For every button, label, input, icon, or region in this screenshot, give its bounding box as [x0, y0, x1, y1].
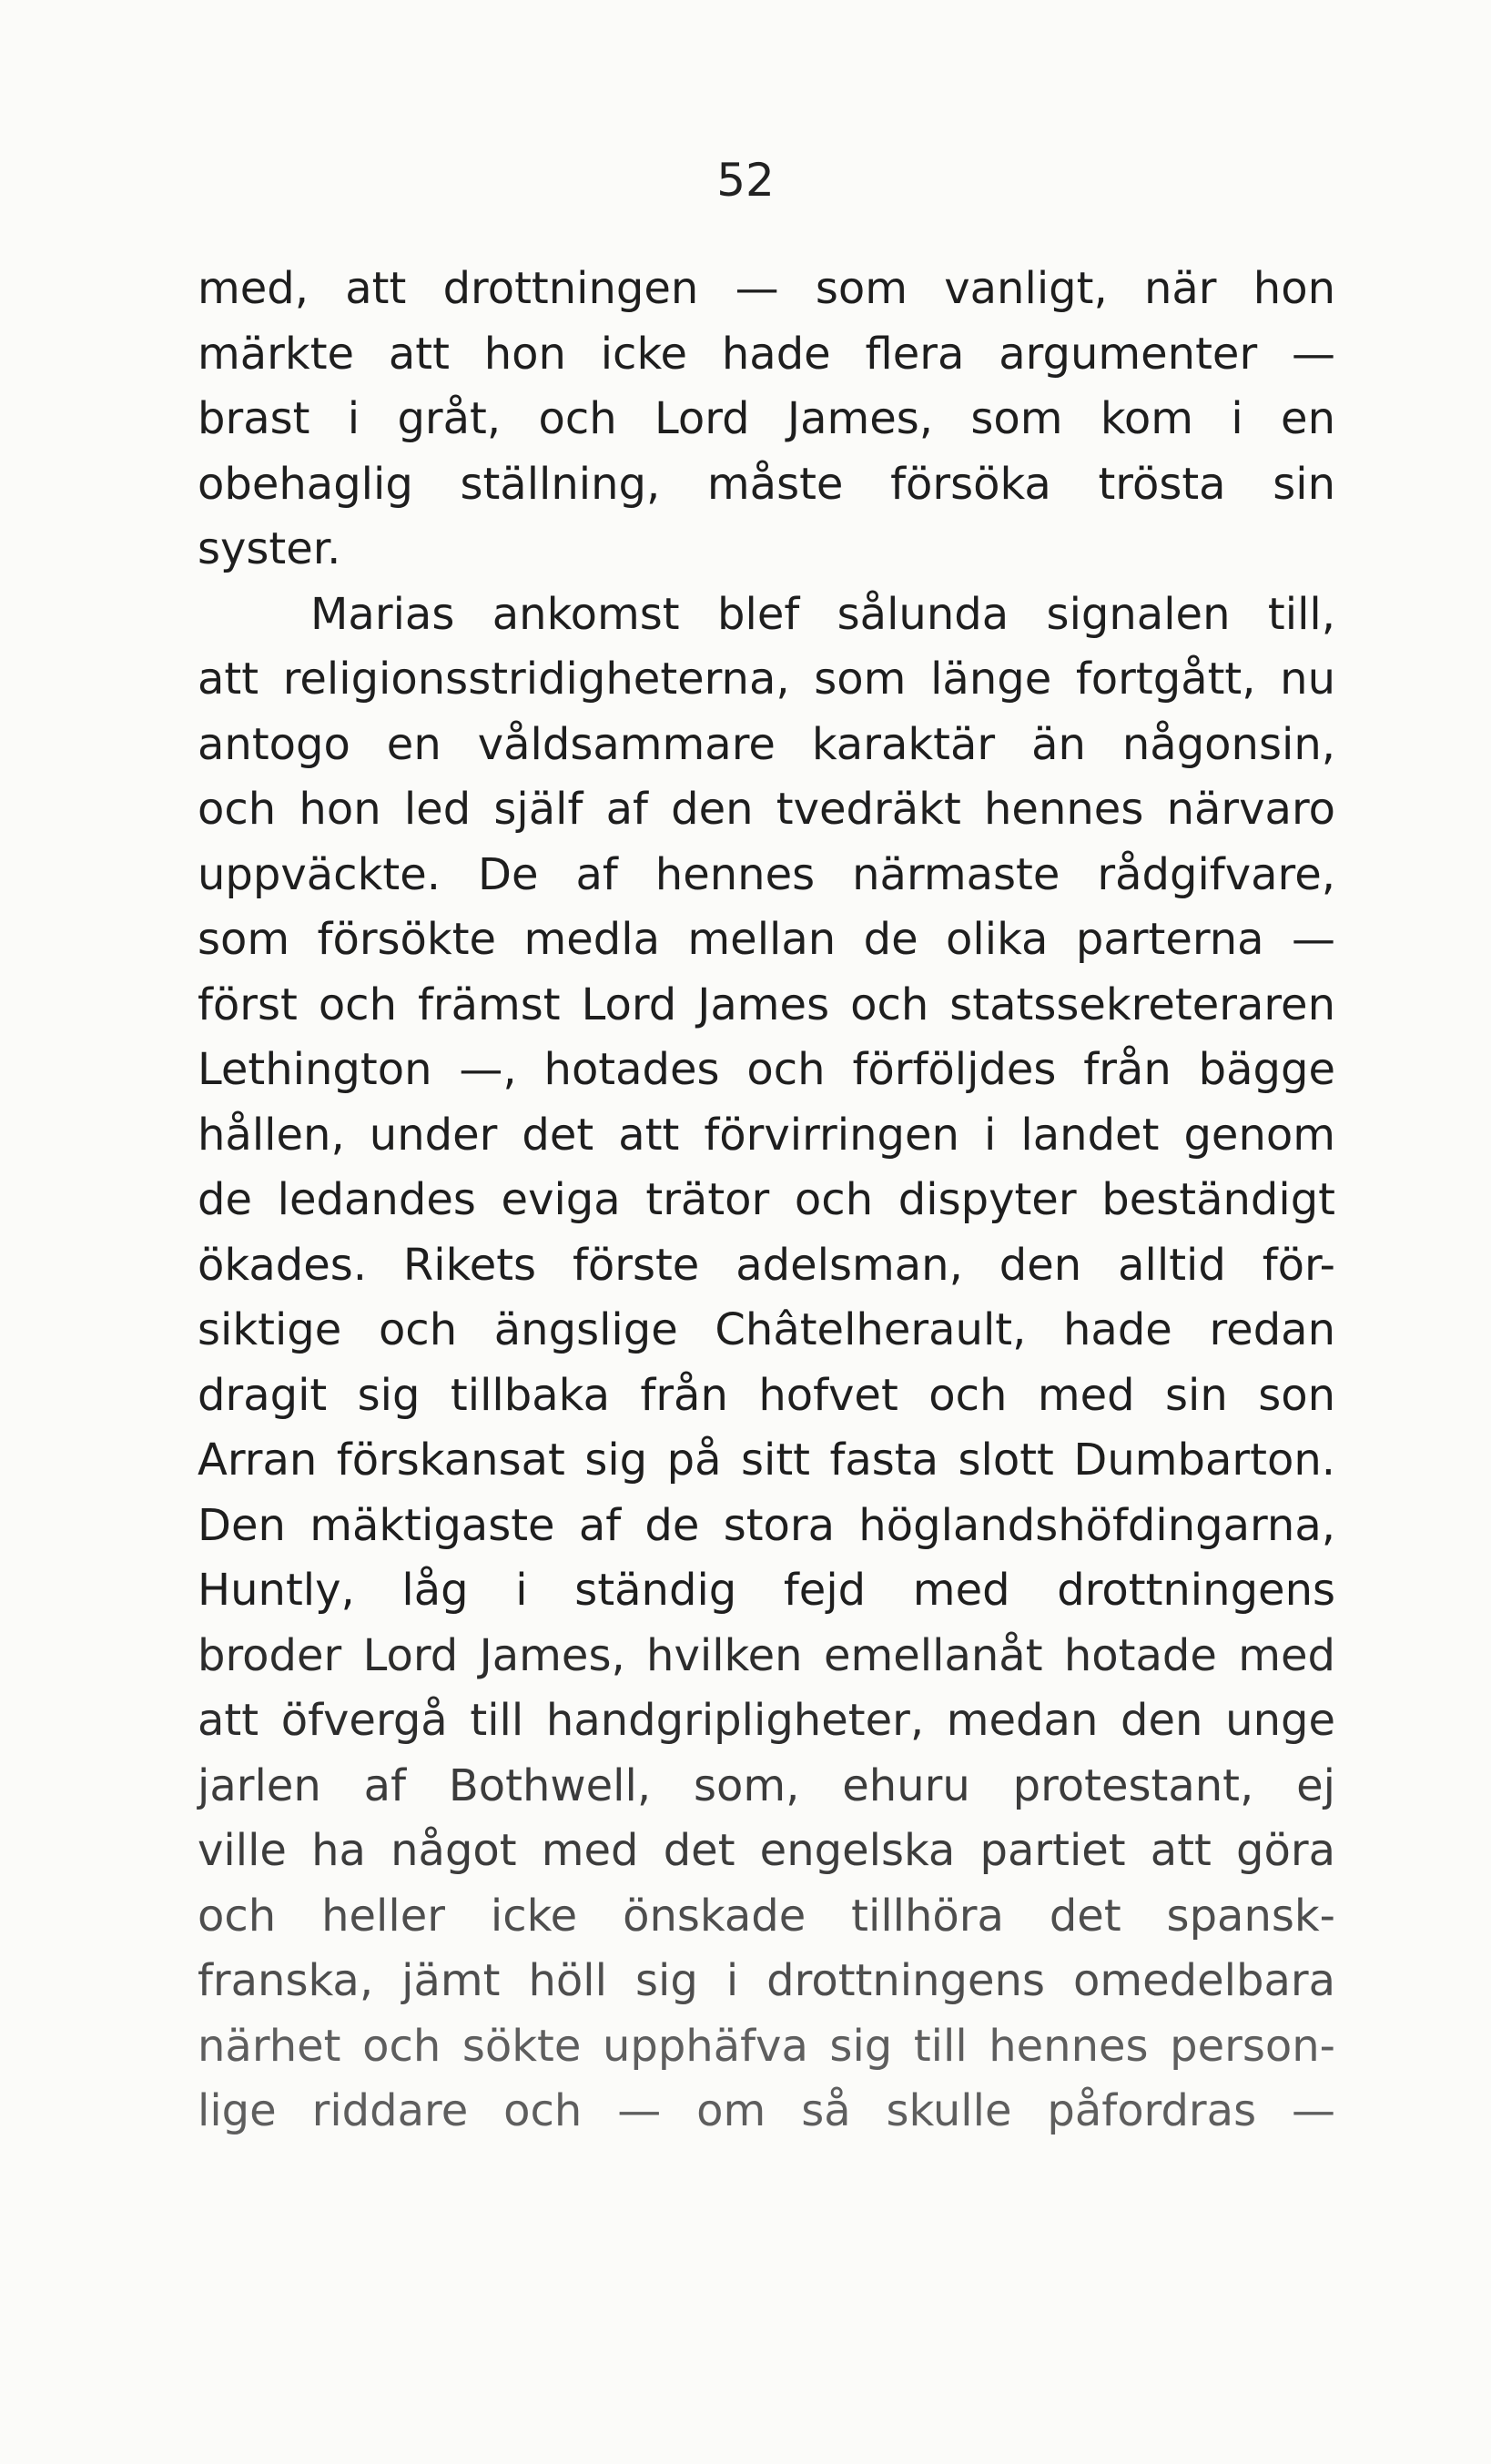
- text-line: brast i gråt, och Lord James, som kom i en: [198, 393, 1335, 444]
- text-line: broder Lord James, hvilken emellanåt hotade med: [198, 1629, 1335, 1681]
- text-line: uppväckte. De af hennes närmaste rådgifvare,: [198, 848, 1335, 900]
- text-line: hållen, under det att förvirringen i landet genom: [198, 1109, 1335, 1161]
- text-line: som försökte medla mellan de olika parterna —: [198, 914, 1335, 965]
- text-line: Arran förskansat sig på sitt fasta slott Dumbarton.: [198, 1435, 1335, 1485]
- text-line: märkte att hon icke hade flera argumenter —: [198, 328, 1335, 380]
- page-number: 52: [716, 154, 775, 207]
- text-line: lige riddare och — om så skulle påfordras —: [198, 2085, 1335, 2136]
- text-line: med, att drottningen — som vanligt, när hon: [198, 263, 1335, 314]
- text-line: först och främst Lord James och statssekreteraren: [198, 979, 1335, 1030]
- text-line: Lethington —, hotades och förföljdes från bägge: [198, 1044, 1335, 1095]
- text-line: Den mäktigaste af de stora höglandshöfdingarna,: [198, 1499, 1335, 1551]
- text-line: närhet och sökte upphäfva sig till hennes person-: [198, 2020, 1335, 2072]
- text-line: de ledandes eviga trätor och dispyter beständigt: [198, 1174, 1335, 1225]
- text-line: obehaglig ställning, måste försöka trösta sin: [198, 458, 1335, 510]
- text-line: ville ha något med det engelska partiet att göra: [198, 1825, 1335, 1876]
- text-line: jarlen af Bothwell, som, ehuru protestant, ej: [198, 1759, 1335, 1811]
- paragraph-start-line: Marias ankomst blef sålunda signalen till,: [310, 588, 1335, 640]
- text-line: och heller icke önskade tillhöra det spansk-: [198, 1890, 1335, 1942]
- text-line: dragit sig tillbaka från hofvet och med sin son: [198, 1369, 1335, 1421]
- text-line: att öfvergå till handgripligheter, medan den unge: [198, 1695, 1335, 1746]
- text-line: ökades. Rikets förste adelsman, den alltid för-: [198, 1239, 1335, 1291]
- text-line: att religionsstridigheterna, som länge fortgått, nu: [198, 654, 1335, 705]
- text-line: och hon led själf af den tvedräkt hennes närvaro: [198, 784, 1335, 835]
- text-line: Huntly, låg i ständig fejd med drottningens: [198, 1565, 1335, 1616]
- text-line: siktige och ängslige Châtelherault, hade redan: [198, 1304, 1335, 1355]
- text-line: antogo en våldsammare karaktär än någonsin,: [198, 718, 1335, 770]
- body-text: [198, 257, 1335, 2145]
- text-line: franska, jämt höll sig i drottningens omedelbara: [198, 1955, 1335, 2006]
- text-line: syster.: [198, 523, 341, 574]
